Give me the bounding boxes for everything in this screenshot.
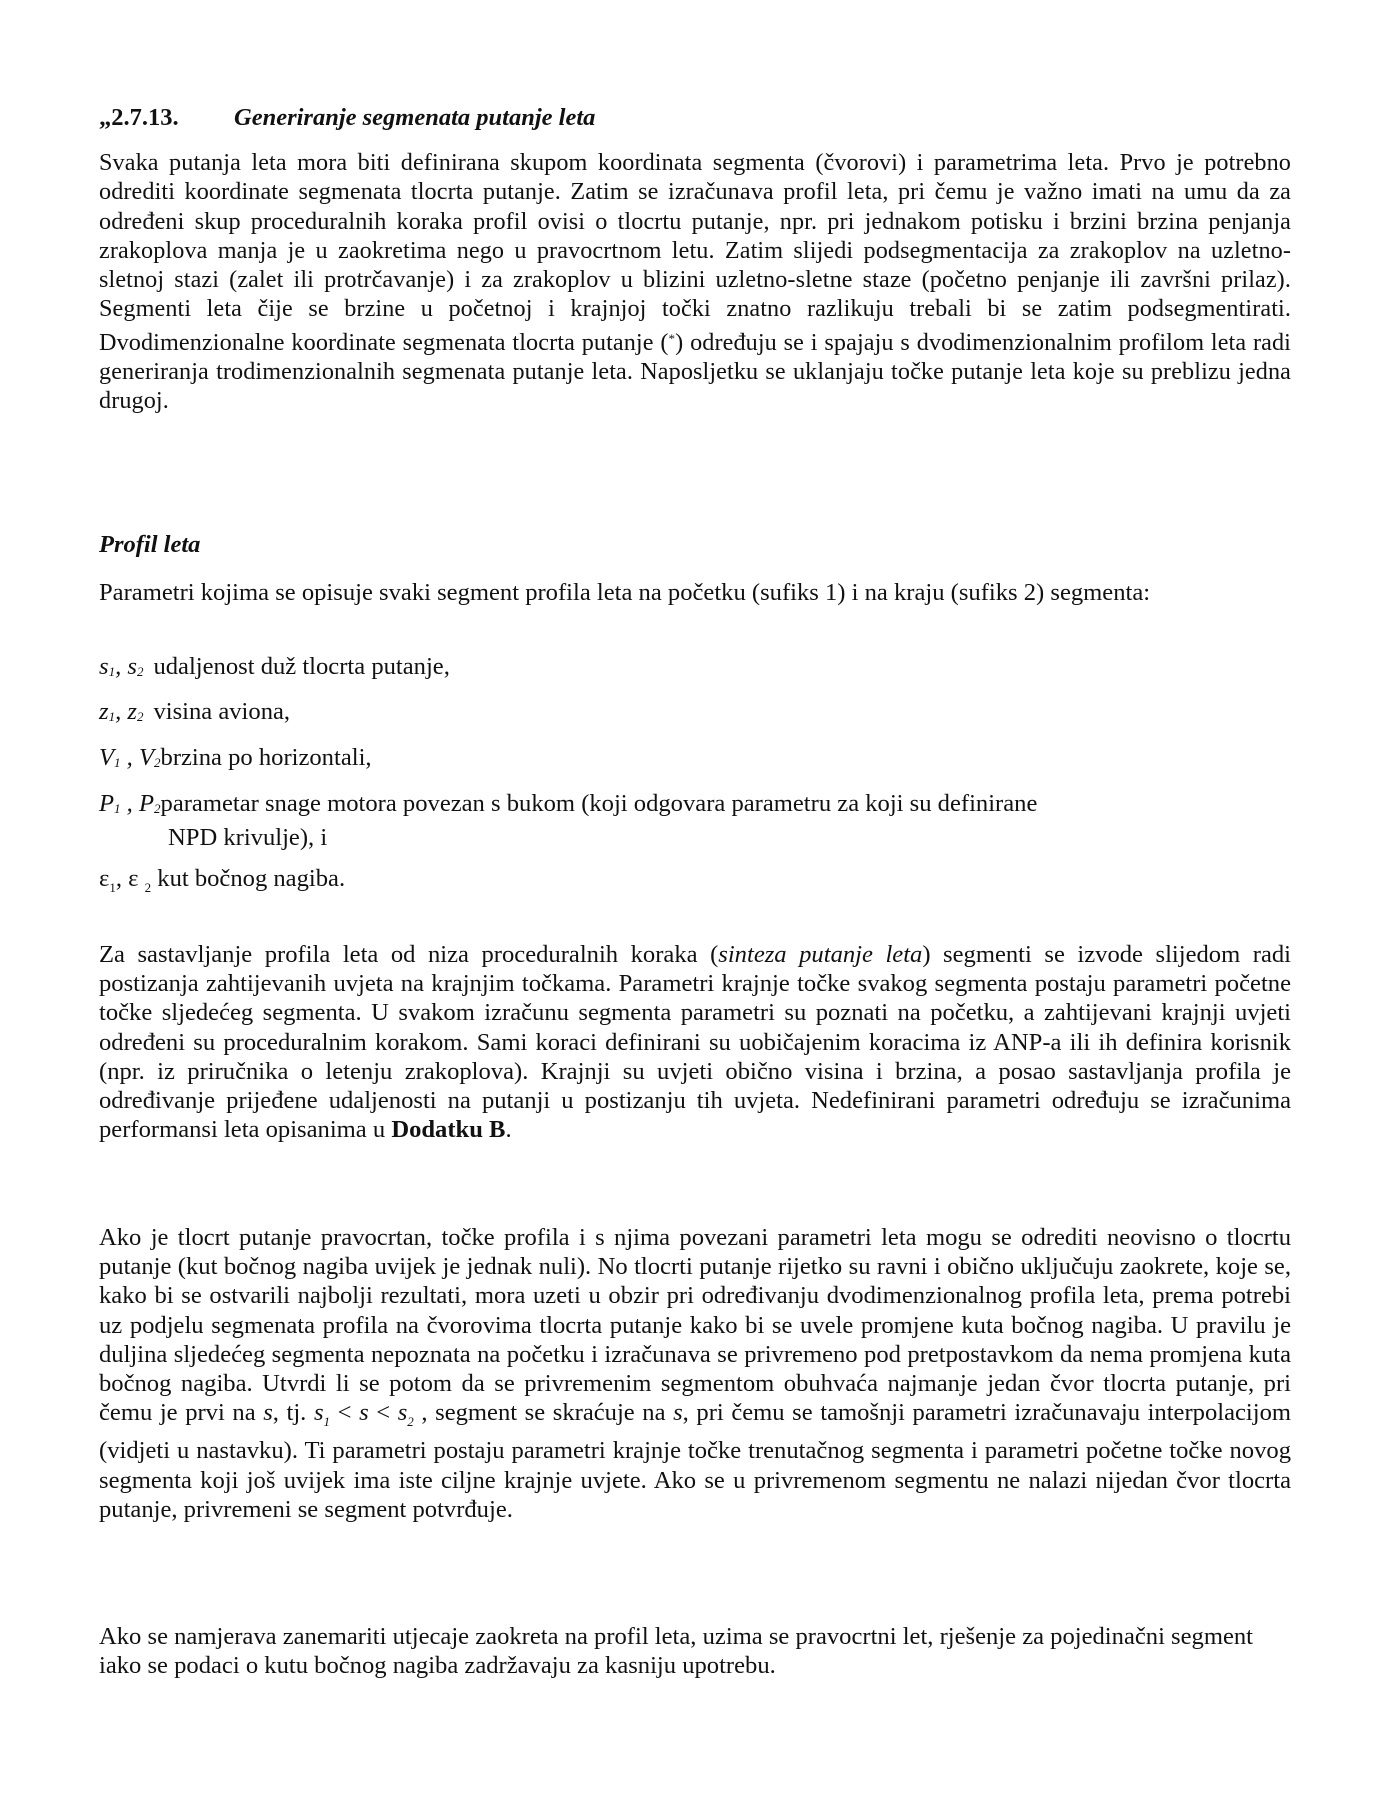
synthesis-text-1: Za sastavljanje profila leta od niza proceduralnih koraka ( <box>99 941 719 968</box>
definition-text: visina aviona, <box>153 698 291 725</box>
math-s: s <box>673 1399 683 1427</box>
intro-paragraph <box>99 148 1291 416</box>
definition-item <box>99 864 1291 902</box>
straight-text-2: , tj. <box>272 1399 314 1427</box>
symbol: $P_1$ , $P_2$ <box>99 790 161 817</box>
definition-item <box>99 697 1291 731</box>
symbol: $\varepsilon_1$, ε $_2$ <box>99 865 152 895</box>
definition-item <box>99 652 1291 686</box>
footnote-marker: * <box>668 330 676 346</box>
straight-text-4: , pri čemu se tamošnji parametri izračunavaju interpolacijom (vidjeti u nastavku). Ti parametri postaju parametri krajnje točke trenutačnog segmenta i parametri početne točke novog segmenta koji još uvijek ima iste ciljne krajnje uvjete. Ako se u privremenom segmentu ne nalazi nijedan čvor tlocrta putanje, privremeni se segment potvrđuje. <box>99 1399 1291 1523</box>
symbol: $V_1$ , $V_2$ <box>99 744 161 771</box>
synthesis-text-3: . <box>505 1116 512 1144</box>
symbol: $s_1$, $s_2$ <box>99 653 144 680</box>
profile-subheading: Profil leta <box>99 531 201 558</box>
profile-intro: Parametri kojima se opisuje svaki segment profila leta na početku (sufiks 1) i na kraju (sufiks 2) segmenta: <box>99 579 1151 606</box>
intro-text-2: ) određuju se i spajaju s dvodimenzionalnim profilom leta radi generiranja trodimenzionalnih segmenata putanje leta. Naposljetku se uklanjaju točke putanje leta koje su preblizu jedna drugoj. <box>99 328 1291 415</box>
straight-text-1: Ako je tlocrt putanje pravocrtan, točke profila i s njima povezani parametri leta mogu se odrediti neovisno o tlocrtu putanje (kut bočnog nagiba uvijek je jednak nuli). No tlocrti putanje rijetko su ravni i obično uključuju zaokrete, koje se, kako bi se ostvarili najbolji rezultati, mora uzeti u obzir pri određivanju dvodimenzionalnog profila leta, prema potrebi uz podjelu segmenata profila na čvorovima tlocrta putanje kako bi se uvele promjene kuta bočnog nagiba. U pravilu je duljina sljedećeg segmenta nepoznata na početku i izračunava se privremeno pod pretpostavkom da nema promjena kuta bočnog nagiba. Utvrdi li se potom da se privremenim segmentom obuhvaća najmanje jedan čvor tlocrta putanje, pri čemu je prvi na <box>99 1224 1291 1427</box>
math-s: s <box>263 1399 273 1427</box>
symbol: $z_1$, $z_2$ <box>99 698 144 725</box>
math-inequality: $s_1 < s < s_2$ <box>313 1399 414 1430</box>
definition-continuation: NPD krivulje), i <box>168 824 328 851</box>
definition-item <box>99 743 1291 777</box>
section-title: Generiranje segmenata putanje leta <box>234 104 596 131</box>
section-heading <box>99 104 595 132</box>
final-paragraph: Ako se namjerava zanemariti utjecaje zaokreta na profil leta, uzima se pravocrtni let, rješenje za pojedinačni segment iako se podaci o kutu bočnog nagiba zadržavaju za kasniju upotrebu. <box>99 1623 1254 1680</box>
intro-text-1: Svaka putanja leta mora biti definirana skupom koordinata segmenta (čvorovi) i parametrima leta. Prvo je potrebno odrediti koordinate segmenata tlocrta putanje. Zatim se izračunava profil leta, pri čemu je važno imati na umu da za određeni skup proceduralnih koraka profil ovisi o tlocrtu putanje, npr. pri jednakom potisku i brzini brzina penjanja zrakoplova manja je u zaokretima nego u pravocrtnom letu. Zatim slijedi podsegmentacija za zrakoplov na uzletno-sletnoj stazi (zalet ili protrčavanje) i za zrakoplov u blizini uzletno-sletne staze (početno penjanje ili završni prilaz). Segmenti leta čije se brzine u početnoj i krajnjoj točki znatno razlikuju trebali bi se zatim podsegmentirati. Dvodimenzionalne koordinate segmenata tlocrta putanje ( <box>99 149 1291 356</box>
italic-term: sinteza putanje leta <box>718 941 923 968</box>
synthesis-paragraph <box>99 940 1291 1144</box>
straight-path-paragraph <box>99 1223 1291 1524</box>
definition-text: parametar snage motora povezan s bukom (koji odgovara parametru za koji su definirane <box>160 790 1038 817</box>
definition-text: udaljenost duž tlocrta putanje, <box>153 653 450 680</box>
definition-text: brzina po horizontali, <box>160 744 372 771</box>
straight-text-3: , segment se skraćuje na <box>413 1399 674 1427</box>
definition-item <box>99 789 1291 852</box>
definition-text: kut bočnog nagiba. <box>157 865 346 892</box>
section-number: „2.7.13. <box>99 104 179 131</box>
appendix-reference: Dodatku B <box>391 1116 506 1144</box>
synthesis-text-2: ) segmenti se izvode slijedom radi postizanja zahtijevanih uvjeta na krajnjim točkama. Parametri krajnje točke svakog segmenta postaju parametri početne točke sljedećeg segmenta. U svakom izračunu segmenta parametri su poznati na početku, a zahtijevani krajnji uvjeti određeni su proceduralnim korakom. Sami koraci definirani su uobičajenim koracima iz ANP-a ili ih definira korisnik (npr. iz priručnika o letenju zrakoplova). Krajnji su uvjeti obično visina i brzina, a posao sastavljanja profila je određivanje prijeđene udaljenosti na putanji u postizanju tih uvjeta. Nedefinirani parametri određuju se izračunima performansi leta opisanima u <box>99 941 1291 1144</box>
